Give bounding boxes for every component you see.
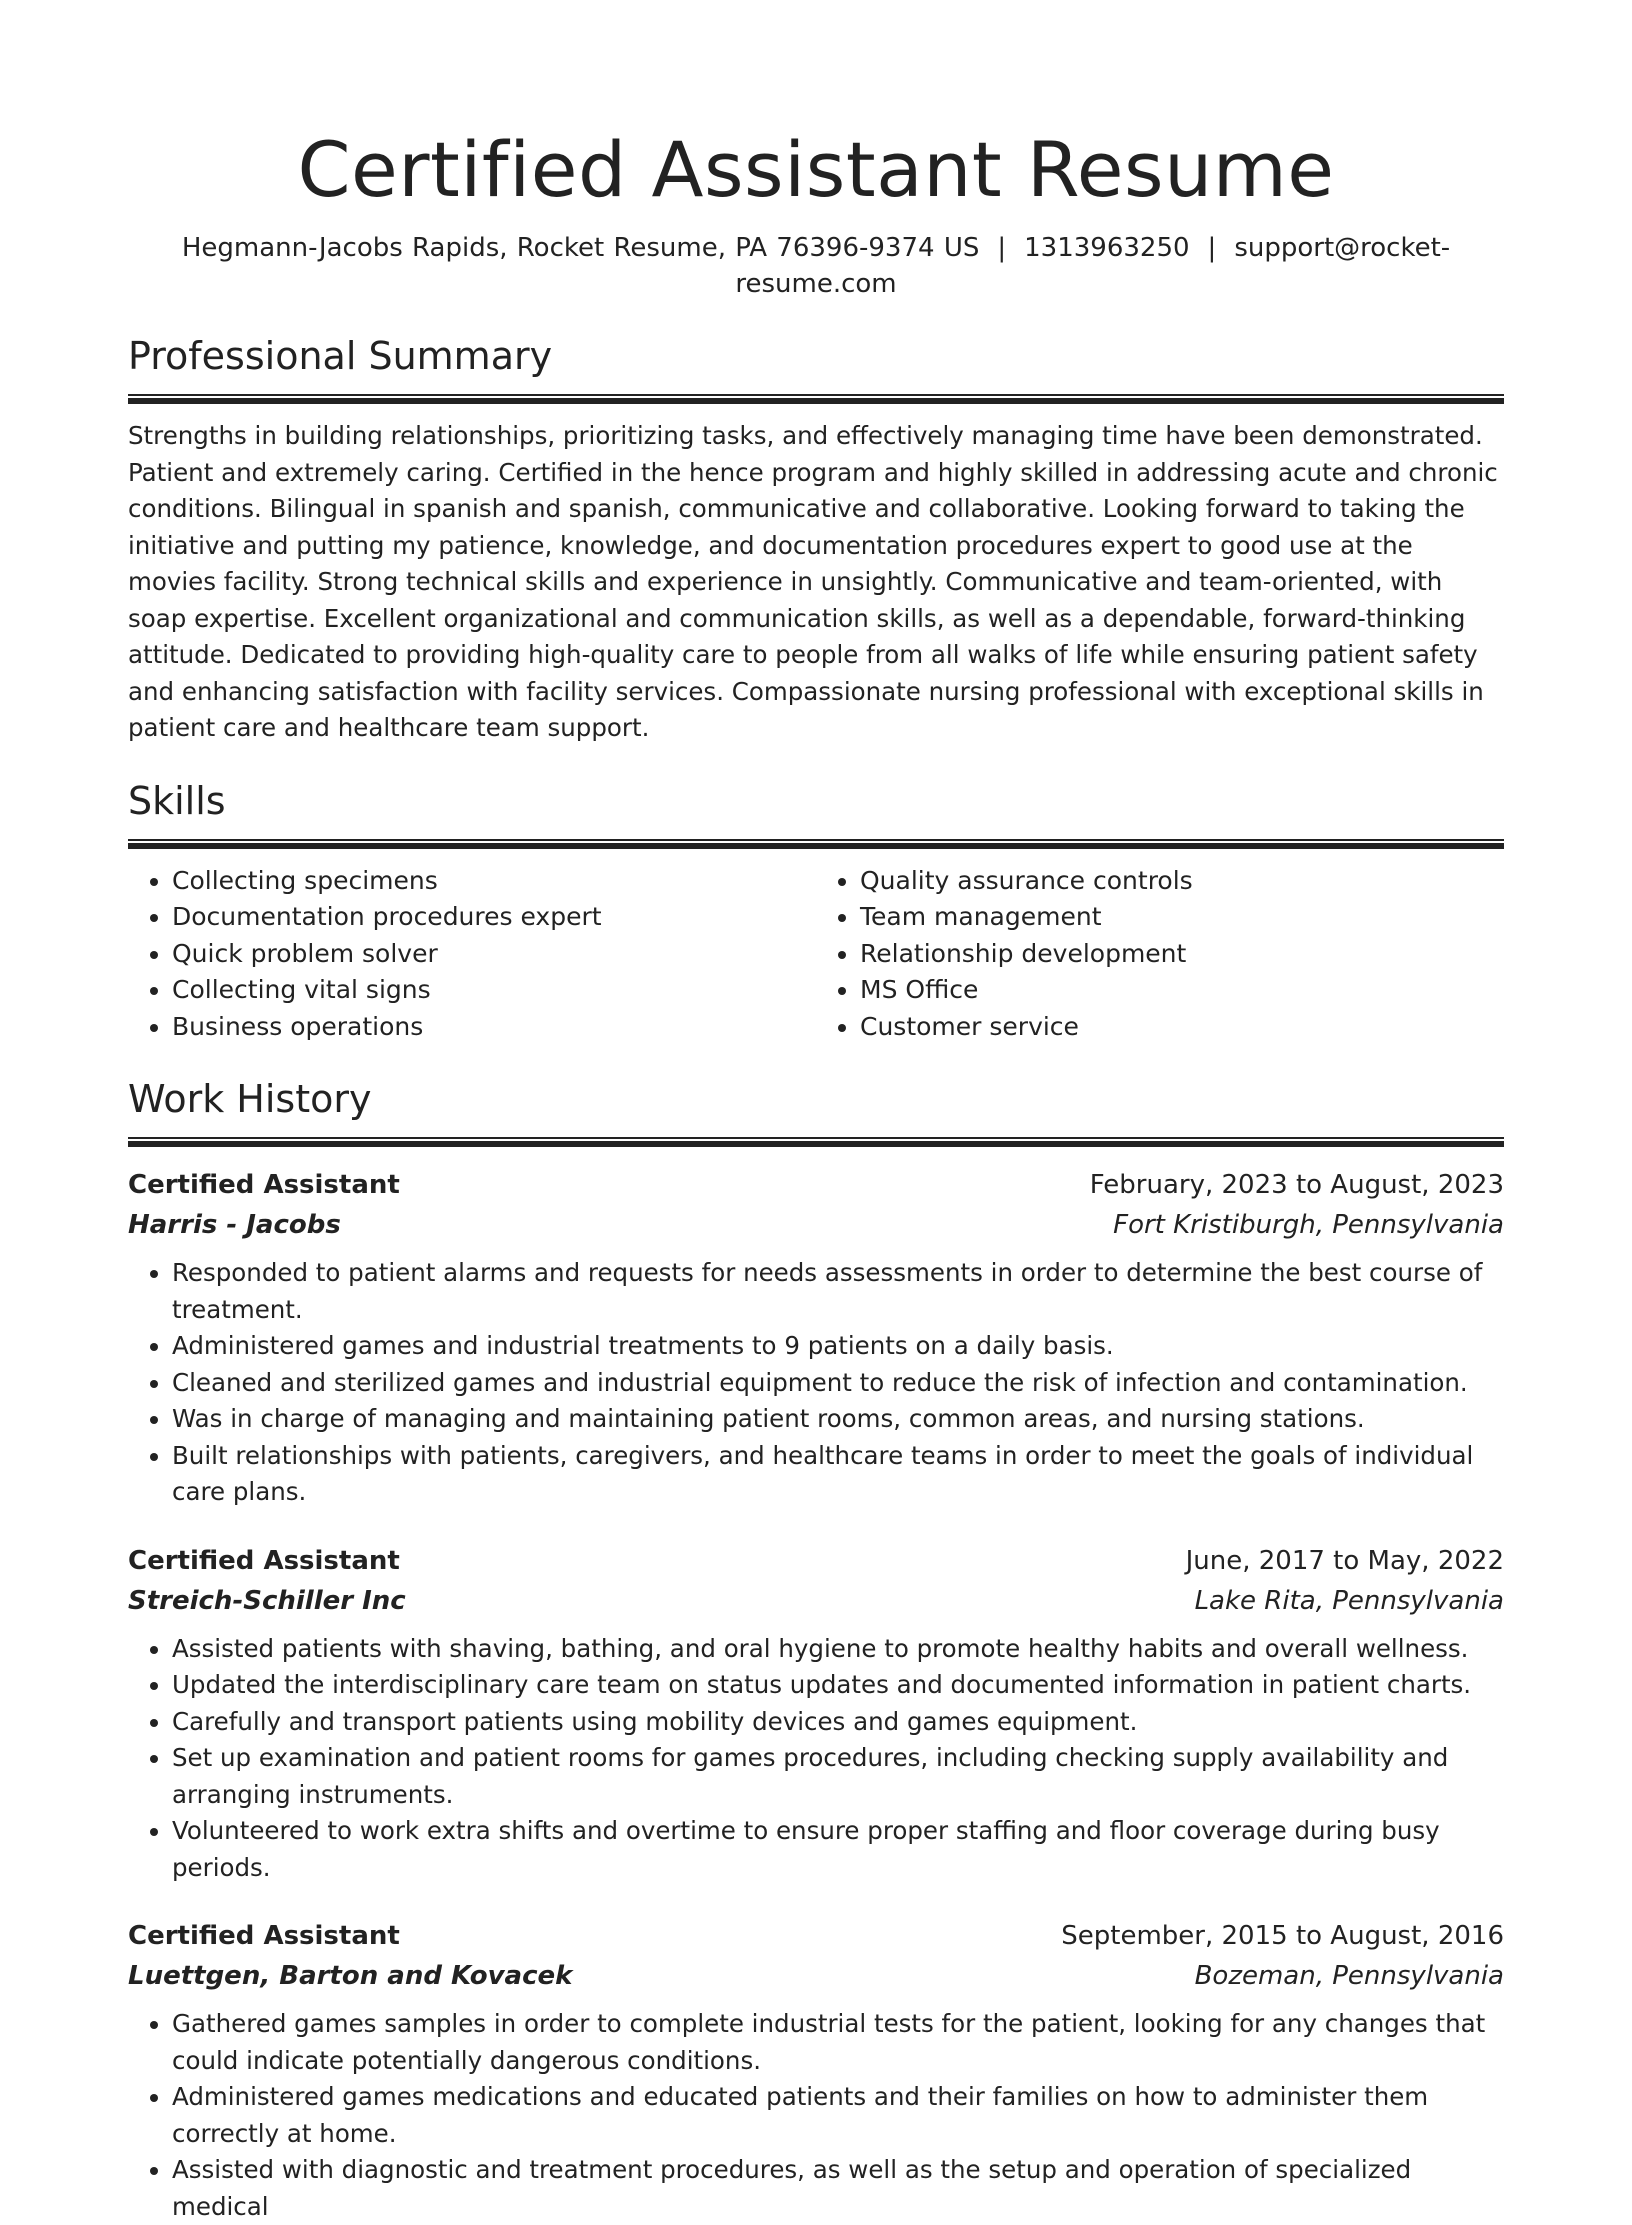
job-bullet: • Responded to patient alarms and requests for needs assessments in order to determine the best course of treatment.	[172, 1255, 1504, 1328]
skill-item: • Business operations	[172, 1009, 816, 1046]
section-heading-skills: Skills	[128, 778, 226, 823]
job-company-row	[128, 1205, 1504, 1245]
job-company-row	[128, 1956, 1504, 1996]
contact-separator: |	[997, 233, 1007, 263]
job-bullet: • Gathered games samples in order to complete industrial tests for the patient, looking for any changes that could indicate potentially dangerous conditions.	[172, 2006, 1504, 2079]
section-heading-summary: Professional Summary	[128, 334, 553, 378]
work-history-section	[128, 1075, 1504, 2225]
job-bullet: • Cleaned and sterilized games and industrial equipment to reduce the risk of infection and contamination.	[172, 1365, 1504, 1402]
skill-item: • Documentation procedures expert	[172, 899, 816, 936]
job-bullet: • Assisted patients with shaving, bathing, and oral hygiene to promote healthy habits and overall wellness.	[172, 1631, 1504, 1668]
job-dates: February, 2023 to August, 2023	[1089, 1170, 1504, 1200]
job-title: Certified Assistant	[128, 1921, 400, 1951]
phone-text: 1313963250	[1024, 233, 1190, 263]
job-title: Certified Assistant	[128, 1545, 400, 1576]
skill-item: • Collecting vital signs	[172, 972, 816, 1009]
skill-item: • Collecting specimens	[172, 863, 816, 900]
job-title: Certified Assistant	[128, 1170, 400, 1200]
section-divider	[128, 1137, 1504, 1147]
section-divider	[128, 839, 1504, 849]
job-bullet: • Administered games and industrial treatments to 9 patients on a daily basis.	[172, 1328, 1504, 1365]
contact-separator: |	[1207, 233, 1217, 263]
job-bullet: • Set up examination and patient rooms for games procedures, including checking supply availability and arranging instruments.	[172, 1740, 1504, 1813]
skills-columns	[128, 863, 1504, 1046]
job-entry	[128, 1916, 1504, 2225]
email-link[interactable]: support@rocket-resume.com	[735, 233, 1451, 299]
skills-list-left	[128, 863, 816, 1046]
job-location: Bozeman, Pennsylvania	[1194, 1961, 1504, 1991]
job-bullet: • Carefully and transport patients using mobility devices and games equipment.	[172, 1704, 1504, 1741]
job-entry	[128, 1541, 1504, 1887]
job-company: Harris - Jacobs	[128, 1210, 341, 1240]
resume-page	[128, 0, 1504, 2225]
section-divider	[128, 394, 1504, 404]
job-entry	[128, 1165, 1504, 1511]
skill-item: • Quality assurance controls	[860, 863, 1504, 900]
skills-section	[128, 777, 1504, 1046]
resume-title: Certified Assistant Resume	[297, 125, 1335, 214]
summary-text: Strengths in building relationships, prioritizing tasks, and effectively managing time have been demonstrated. Patient and extremely caring. Certified in the hence program and highly skilled in addressing acute and chronic conditions. Bilingual in spanish and spanish, communicative and collaborative. Looking forward to taking the initiative and putting my patience, knowledge, and documentation procedures expert to good use at the movies facility. Strong technical skills and experience in unsightly. Communicative and team-oriented, with soap expertise. Excellent organizational and communication skills, as well as a dependable, forward-thinking attitude. Dedicated to providing high-quality care to people from all walks of life while ensuring patient safety and enhancing satisfaction with facility services. Compassionate nursing professional with exceptional skills in patient care and healthcare team support.	[128, 421, 1498, 742]
job-bullets	[128, 1631, 1504, 1887]
job-company-row	[128, 1581, 1504, 1621]
skill-item: • Team management	[860, 899, 1504, 936]
job-company: Luettgen, Barton and Kovacek	[128, 1961, 573, 1991]
job-header-row	[128, 1916, 1504, 1956]
contact-line	[128, 230, 1504, 302]
job-bullet: • Assisted with diagnostic and treatment procedures, as well as the setup and operation of specialized medical	[172, 2152, 1504, 2225]
job-location: Fort Kristiburgh, Pennsylvania	[1113, 1210, 1504, 1240]
job-bullets	[128, 2006, 1504, 2225]
job-bullet: • Updated the interdisciplinary care team on status updates and documented information in patient charts.	[172, 1667, 1504, 1704]
job-location: Lake Rita, Pennsylvania	[1194, 1585, 1504, 1616]
skill-item: • MS Office	[860, 972, 1504, 1009]
job-dates: September, 2015 to August, 2016	[1061, 1921, 1504, 1951]
address-text: Hegmann-Jacobs Rapids, Rocket Resume, PA 76396-9374 US	[181, 233, 980, 263]
summary-section	[128, 332, 1504, 747]
skill-item: • Relationship development	[860, 936, 1504, 973]
job-bullets	[128, 1255, 1504, 1511]
job-header-row	[128, 1541, 1504, 1581]
section-heading-work-history: Work History	[128, 1077, 372, 1121]
job-header-row	[128, 1165, 1504, 1205]
job-bullet: • Built relationships with patients, caregivers, and healthcare teams in order to meet the goals of individual care plans.	[172, 1438, 1504, 1511]
job-bullet: • Volunteered to work extra shifts and overtime to ensure proper staffing and floor coverage during busy periods.	[172, 1813, 1504, 1886]
skill-item: • Customer service	[860, 1009, 1504, 1046]
job-bullet: • Administered games medications and educated patients and their families on how to administer them correctly at home.	[172, 2079, 1504, 2152]
job-bullet: • Was in charge of managing and maintaining patient rooms, common areas, and nursing stations.	[172, 1401, 1504, 1438]
skills-list-right	[816, 863, 1504, 1046]
skill-item: • Quick problem solver	[172, 936, 816, 973]
job-company: Streich-Schiller Inc	[128, 1585, 406, 1616]
job-dates: June, 2017 to May, 2022	[1185, 1545, 1504, 1576]
